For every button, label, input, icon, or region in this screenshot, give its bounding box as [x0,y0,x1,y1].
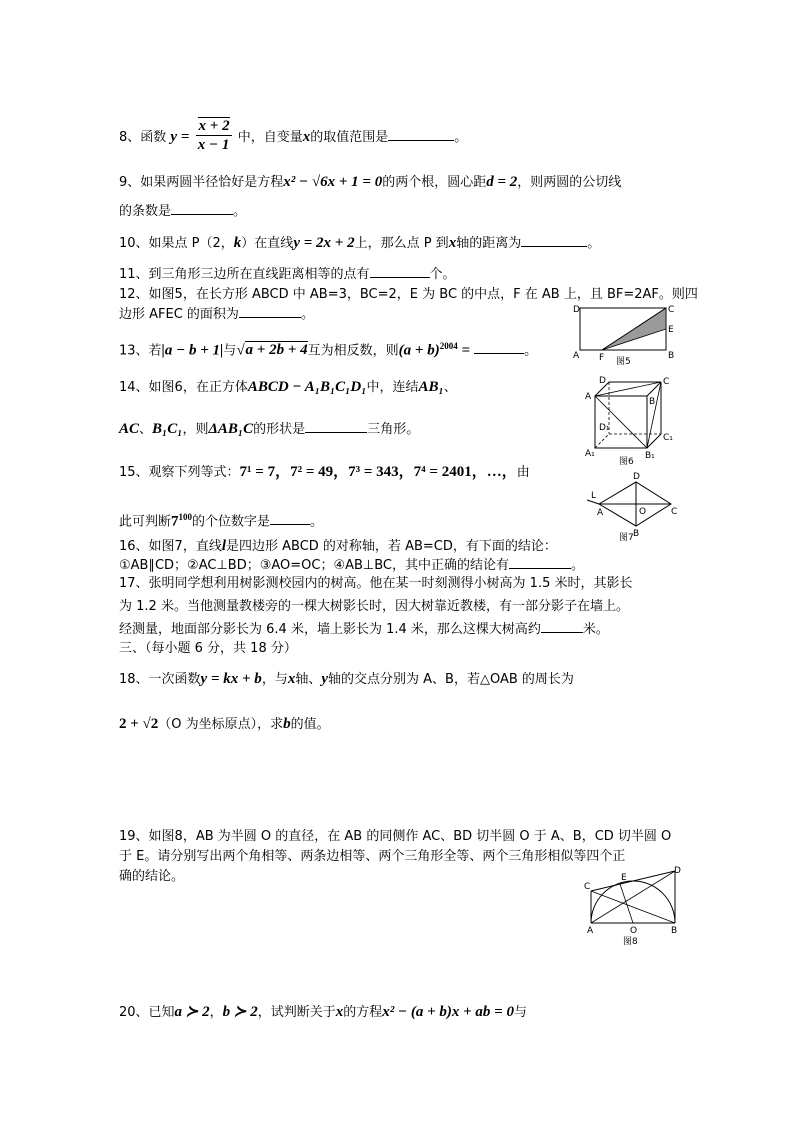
q8-fraction [196,117,232,154]
q8-denominator: x − 1 [197,137,230,153]
fig6-label-C1: C₁ [663,433,673,443]
fig8-label-D: D [674,866,681,876]
q20-cond-b: b ≻ 2 [222,1004,258,1020]
q10-answer-blank[interactable] [521,234,587,247]
fig7-label-A: A [597,508,604,518]
figure-7 [583,470,683,542]
fig6-label-C: C [663,377,670,387]
q15-answer-blank[interactable] [270,512,310,525]
q20-cond-a: a ≻ 2 [174,1004,210,1020]
q9-text: 的两个根，圆心距 [382,175,487,190]
q15-equations: 7¹ = 7，7² = 49，7³ = 343，7⁴ = 2401，…， [239,464,517,480]
question-17-line2 [119,598,629,616]
q9-tail: ，则两圆的公切线 [517,175,622,190]
q14-text: 中，连结 [366,380,419,395]
q20-equation: x² − (a + b)x + ab = 0 [382,1004,514,1020]
question-16-line2 [119,556,584,575]
q15-end: 。 [310,514,324,530]
q13-end: 。 [524,343,538,359]
q20-var-x: x [335,1004,344,1020]
q15-judge: 此可判断 [119,514,172,530]
fig8-caption: 图8 [623,937,638,947]
q12-end: 。 [300,307,314,322]
q14-end: 三角形。 [367,422,420,437]
q18-origin-note: （O 为坐标原点），求 [158,717,284,732]
q8-label: 8、函数 [119,130,167,145]
question-19-line3 [119,868,184,886]
q20-comma: ， [209,1005,223,1020]
q8-function-y: y = [170,129,190,145]
fig5-caption: 图5 [616,357,631,367]
figure-5 [568,300,678,368]
q15-tail: 由 [516,465,530,480]
question-20 [119,1003,527,1022]
q12-line1: 12、如图5，在长方形 ABCD 中 AB=3，BC=2，E 为 BC 的中点，F 在 AB 上，且 BF=2AF。则四 [119,287,698,302]
fig8-label-C: C [584,882,591,892]
q14-comma: 、 [443,380,457,395]
question-8 [119,119,467,156]
q11-text: 11、到三角形三边所在直线距离相等的点有 [119,267,370,282]
fig6-caption: 图6 [619,457,634,466]
fig7-label-C: C [671,507,678,517]
q14-triangle: ΔAB₁C [208,421,254,437]
q12-line2: 边形 AFEC 的面积为 [119,307,239,322]
fig7-caption: 图7 [619,533,634,542]
q20-equation-of: 的方程 [343,1005,383,1020]
figure-8 [583,865,683,947]
q9-end: 。 [233,204,247,219]
q10-label: 10、如果点 P（2， [119,236,234,251]
fig7-label-O: O [639,507,647,517]
q13-power-exp: 2004 [439,341,458,351]
q8-answer-blank[interactable] [388,128,454,141]
fig5-label-D: D [573,305,580,315]
fig6-label-A: A [585,392,592,402]
fig7-label-L: L [591,491,597,501]
q11-end: 个。 [429,267,456,282]
fig6-label-B1: B₁ [645,451,655,461]
q17-line1: 17、张明同学想利用树影测校园内的树高。他在某一时刻测得小树高为 1.5 米时，其影长 [119,576,633,591]
fig6-label-A1: A₁ [585,449,595,459]
fig6-label-B: B [649,397,656,407]
fig7-label-D: D [633,472,640,482]
fig6-label-D1: D₁ [599,423,610,433]
q8-text: 中，自变量 [237,130,303,145]
q16-line-l: l [221,538,226,554]
q9-answer-blank[interactable] [171,202,233,215]
q19-line1: 19、如图8，AB 为半圆 O 的直径，在 AB 的同侧作 AC、BD 切半圆 O 于 A、B，CD 切半圆 O [119,829,672,844]
question-14 [119,378,457,397]
fig5-label-A: A [573,351,580,361]
question-10 [119,234,600,253]
figure-6 [583,374,675,466]
q14-segment-ab1: AB₁ [418,379,444,395]
q18-perimeter: 2 + √2 [119,716,159,732]
q8-numerator: x + 2 [198,118,230,134]
q14-answer-blank[interactable] [305,420,367,433]
section-three-header [119,640,297,658]
question-9-line2 [119,202,246,221]
q19-line2: 于 E。请分别写出两个角相等、两条边相等、两个三角形全等、两个三角形相似等四个正 [119,849,626,864]
q10-end: 。 [587,236,601,251]
question-15-line2 [119,508,323,531]
q17-line3: 经测量，地面部分影长为 6.4 米，墙上影长为 1.4 米，那么这棵大树高约 [119,622,541,637]
q15-power-base: 7 [171,513,179,530]
question-19 [119,828,671,846]
q16-answer-blank[interactable] [509,556,571,569]
fig5-label-F: F [599,353,605,363]
q18-linear-eq: y = kx + b [200,671,262,687]
question-17 [119,575,632,593]
q13-abs-expr: |a − b + 1| [161,342,224,359]
q19-line3: 确的结论。 [119,869,185,884]
fig7-label-B: B [633,529,640,539]
q15-units-digit: 的个位数字是 [192,514,271,530]
q13-sqrt-expr: a + 2b + 4 [245,342,308,359]
fig5-label-E: E [668,325,674,335]
question-18 [119,670,574,689]
q18-text: ，与 [261,672,288,687]
q10-text: ）在直线 [241,236,294,251]
fig5-label-B: B [668,351,675,361]
fig8-label-E: E [621,873,627,883]
q18-find: 的值。 [290,717,330,732]
q20-end: 与 [513,1005,527,1020]
q8-var-x: x [302,129,311,145]
question-17-line3 [119,620,609,639]
q18-tail: 轴的交点分别为 A、B，若△OAB 的周长为 [328,672,574,687]
q20-text: ，试判断关于 [257,1005,336,1020]
q8-text2: 的取值范围是 [310,130,389,145]
q15-label: 15、观察下列等式： [119,465,240,480]
fig8-label-O: O [630,926,638,936]
q10-tail2: 轴的距离为 [456,236,522,251]
q16-line2: ①AB∥CD；②AC⊥BD；③AO=OC；④AB⊥BC，其中正确的结论有 [119,558,510,573]
q10-line-eq: y = 2x + 2 [293,235,355,251]
fig8-label-B: B [671,926,678,936]
q8-end: 。 [454,130,468,145]
q14-shape-is: 的形状是 [253,422,306,437]
question-11 [119,265,456,284]
question-16 [119,537,557,556]
question-12-line2 [119,305,314,324]
q14-sep: 、 [139,422,153,437]
q14-label: 14、如图6，在正方体 [119,380,248,395]
q13-text2: 互为相反数，则 [307,343,399,359]
q17-answer-blank[interactable] [541,620,583,633]
fig5-label-C: C [668,305,675,315]
q16-label: 16、如图7，直线 [119,539,222,554]
q15-power-exp: 100 [178,512,193,522]
question-19-line2 [119,848,625,866]
q14-then: ，则 [182,422,209,437]
q10-var-k: k [233,235,242,251]
q18-var-b: b [283,716,291,732]
q18-var-y: y [321,671,329,687]
q16-tail: 是四边形 ABCD 的对称轴，若 AB=CD，有下面的结论： [226,539,557,554]
q18-axis: 轴、 [295,672,322,687]
q18-label: 18、一次函数 [119,672,201,687]
question-14-line2 [119,420,419,439]
q9-distance: d = 2 [486,174,518,190]
fig6-label-D: D [599,376,606,386]
q16-end: 。 [571,558,585,573]
q13-answer-blank[interactable] [474,341,524,354]
question-9 [119,173,621,192]
fig8-label-A: A [587,926,594,936]
q13-label: 13、若 [119,343,162,359]
q10-var-x: x [448,235,457,251]
q14-segment-b1c1: B₁C₁ [152,421,183,437]
q13-power-base: (a + b) [398,342,440,359]
question-18-line2 [119,715,330,734]
q9-equation: x² − √6x + 1 = 0 [283,174,383,190]
section-title: 三、（每小题 6 分，共 18 分） [119,641,297,656]
q10-tail: 上，那么点 P 到 [354,236,449,251]
q20-label: 20、已知 [119,1005,175,1020]
q9-label: 9、如果两圆半径恰好是方程 [119,175,284,190]
question-13: 13、若|a − b + 1|与√a + 2b + 4互为相反数，则$(a + b)^{2004}$ = 。 [119,341,538,359]
question-15 [119,463,530,482]
q12-answer-blank[interactable] [239,305,301,318]
q13-eq-sign: = [457,342,471,359]
q13-text: 与 [223,343,237,359]
q9-line2: 的条数是 [119,204,172,219]
q17-line2: 为 1.2 米。当他测量教楼旁的一棵大树影长时，因大树靠近教楼，有一部分影子在墙上。 [119,599,629,614]
q14-cube-name: ABCD − A₁B₁C₁D₁ [247,379,367,395]
q11-answer-blank[interactable] [370,265,430,278]
q17-end: 米。 [582,622,609,637]
q18-var-x: x [287,671,296,687]
q14-segment-ac: AC [119,421,140,437]
